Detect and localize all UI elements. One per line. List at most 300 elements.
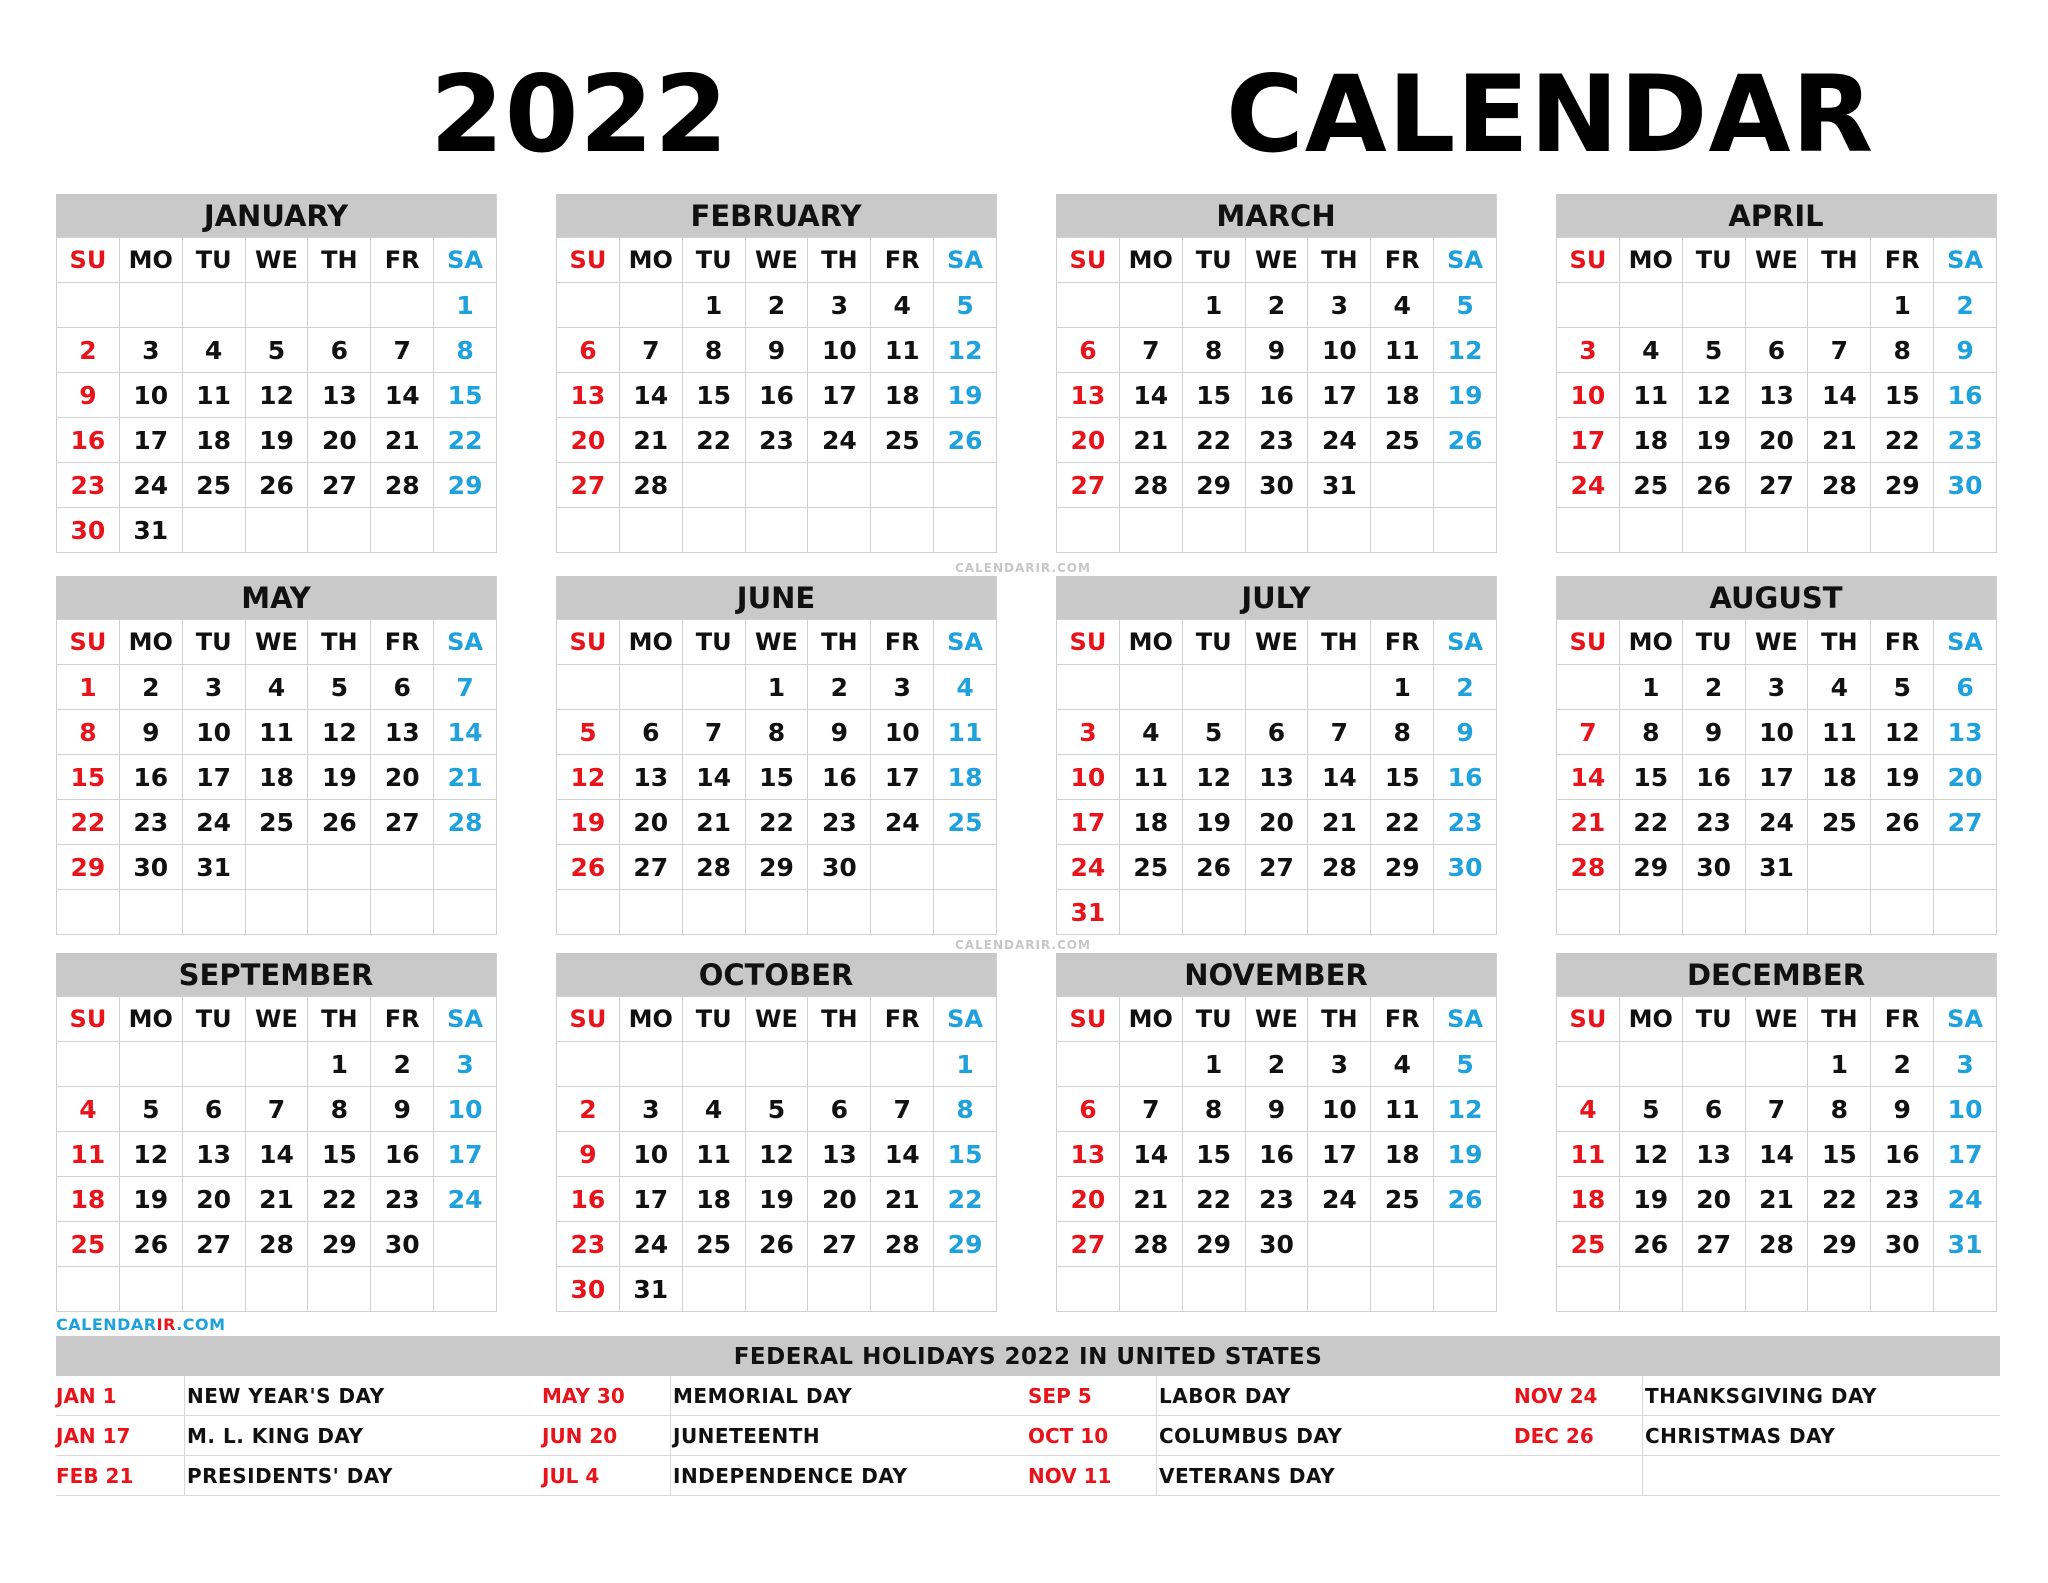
empty-cell: [1119, 664, 1182, 709]
empty-cell: [1370, 889, 1433, 934]
day-cell: 20: [370, 754, 433, 799]
weekday-header: SA: [433, 619, 496, 664]
day-cell: 7: [1745, 1086, 1808, 1131]
day-cell: 22: [56, 799, 119, 844]
day-cell: 7: [1119, 327, 1182, 372]
day-cell: 25: [682, 1221, 745, 1266]
day-cell: 1: [307, 1041, 370, 1086]
day-cell: 16: [1870, 1131, 1933, 1176]
day-cell: 30: [1682, 844, 1745, 889]
empty-cell: [1807, 844, 1870, 889]
holiday-date: JAN 1: [56, 1376, 185, 1415]
day-cell: 25: [1619, 462, 1682, 507]
weekday-header: MO: [619, 619, 682, 664]
day-cell: 6: [1933, 664, 1996, 709]
day-cell: 29: [1807, 1221, 1870, 1266]
day-cell: 28: [1807, 462, 1870, 507]
weekday-header: WE: [1245, 619, 1308, 664]
day-cell: 13: [370, 709, 433, 754]
day-cell: 24: [1745, 799, 1808, 844]
weekday-header: TU: [1682, 619, 1745, 664]
holiday-column: [1028, 1376, 1514, 1496]
empty-cell: [1119, 1041, 1182, 1086]
holiday-name: INDEPENDENCE DAY: [673, 1463, 908, 1488]
day-cell: 15: [433, 372, 496, 417]
empty-cell: [870, 1041, 933, 1086]
day-cell: 27: [1245, 844, 1308, 889]
day-cell: 22: [1370, 799, 1433, 844]
day-cell: 28: [1307, 844, 1370, 889]
empty-cell: [745, 507, 808, 552]
month-may: [56, 576, 497, 935]
day-cell: 15: [1182, 372, 1245, 417]
weekday-header: TH: [1307, 996, 1370, 1041]
day-cell: 17: [619, 1176, 682, 1221]
empty-cell: [1745, 1041, 1808, 1086]
holiday-row: [56, 1416, 542, 1456]
month-grid: [1556, 996, 1996, 1311]
day-cell: 11: [1119, 754, 1182, 799]
day-cell: 28: [433, 799, 496, 844]
day-cell: 28: [1119, 462, 1182, 507]
day-cell: 14: [245, 1131, 308, 1176]
empty-cell: [556, 507, 619, 552]
day-cell: 11: [870, 327, 933, 372]
weekday-header: TH: [807, 619, 870, 664]
day-cell: 31: [119, 507, 182, 552]
day-cell: 16: [807, 754, 870, 799]
day-cell: 1: [745, 664, 808, 709]
day-cell: 9: [119, 709, 182, 754]
day-cell: 30: [556, 1266, 619, 1311]
holiday-column: [56, 1376, 542, 1496]
day-cell: 12: [1870, 709, 1933, 754]
day-cell: 2: [1245, 282, 1308, 327]
empty-cell: [56, 1041, 119, 1086]
day-cell: 23: [56, 462, 119, 507]
empty-cell: [370, 507, 433, 552]
empty-cell: [1245, 507, 1308, 552]
weekday-header: FR: [1370, 996, 1433, 1041]
day-cell: 14: [1807, 372, 1870, 417]
weekday-header: WE: [245, 619, 308, 664]
empty-cell: [1245, 1266, 1308, 1311]
day-cell: 1: [1370, 664, 1433, 709]
day-cell: 8: [433, 327, 496, 372]
holiday-name: MEMORIAL DAY: [673, 1383, 853, 1408]
empty-cell: [933, 1266, 996, 1311]
day-cell: 8: [933, 1086, 996, 1131]
empty-cell: [1307, 1266, 1370, 1311]
day-cell: 10: [1307, 327, 1370, 372]
day-cell: 5: [307, 664, 370, 709]
empty-cell: [307, 282, 370, 327]
calendar-word-title: CALENDAR: [1226, 53, 1875, 176]
day-cell: 20: [807, 1176, 870, 1221]
day-cell: 1: [433, 282, 496, 327]
day-cell: 16: [556, 1176, 619, 1221]
month-january: [56, 194, 497, 553]
day-cell: 6: [1245, 709, 1308, 754]
weekday-header: WE: [1745, 996, 1808, 1041]
day-cell: 17: [1933, 1131, 1996, 1176]
holiday-name: VETERANS DAY: [1159, 1463, 1336, 1488]
day-cell: 10: [1056, 754, 1119, 799]
empty-cell: [1307, 889, 1370, 934]
holiday-row: [56, 1376, 542, 1416]
day-cell: 2: [807, 664, 870, 709]
holiday-name: LABOR DAY: [1159, 1383, 1291, 1408]
day-cell: 24: [1307, 1176, 1370, 1221]
day-cell: 23: [745, 417, 808, 462]
calendar-year-title: 2022: [430, 53, 730, 176]
day-cell: 2: [1245, 1041, 1308, 1086]
day-cell: 17: [1056, 799, 1119, 844]
day-cell: 31: [619, 1266, 682, 1311]
empty-cell: [1745, 282, 1808, 327]
day-cell: 23: [1870, 1176, 1933, 1221]
day-cell: 7: [1556, 709, 1619, 754]
empty-cell: [1933, 1266, 1996, 1311]
weekday-header: SA: [1933, 237, 1996, 282]
day-cell: 25: [245, 799, 308, 844]
day-cell: 12: [1433, 327, 1496, 372]
day-cell: 27: [307, 462, 370, 507]
day-cell: 19: [119, 1176, 182, 1221]
weekday-header: TU: [682, 237, 745, 282]
month-october: [556, 953, 997, 1312]
day-cell: 20: [307, 417, 370, 462]
empty-cell: [245, 1266, 308, 1311]
day-cell: 12: [1619, 1131, 1682, 1176]
month-grid: [556, 237, 996, 552]
day-cell: 12: [119, 1131, 182, 1176]
day-cell: 13: [807, 1131, 870, 1176]
holiday-date: JUN 20: [542, 1416, 671, 1455]
day-cell: 6: [182, 1086, 245, 1131]
empty-cell: [1433, 462, 1496, 507]
day-cell: 19: [745, 1176, 808, 1221]
day-cell: 3: [807, 282, 870, 327]
holiday-name: CHRISTMAS DAY: [1645, 1423, 1836, 1448]
day-cell: 31: [1745, 844, 1808, 889]
empty-cell: [807, 507, 870, 552]
day-cell: 6: [619, 709, 682, 754]
month-grid: [1056, 619, 1496, 934]
day-cell: 5: [245, 327, 308, 372]
empty-cell: [870, 889, 933, 934]
weekday-header: MO: [1119, 996, 1182, 1041]
holiday-date: MAY 30: [542, 1376, 671, 1415]
day-cell: 13: [1056, 372, 1119, 417]
holidays-body: [56, 1376, 2000, 1496]
weekday-header: TU: [1182, 996, 1245, 1041]
day-cell: 30: [1245, 462, 1308, 507]
day-cell: 8: [56, 709, 119, 754]
day-cell: 2: [1433, 664, 1496, 709]
day-cell: 19: [556, 799, 619, 844]
weekday-header: SA: [1933, 619, 1996, 664]
empty-cell: [119, 1266, 182, 1311]
month-name: APRIL: [1556, 194, 1996, 237]
empty-cell: [1933, 507, 1996, 552]
day-cell: 11: [182, 372, 245, 417]
day-cell: 22: [745, 799, 808, 844]
empty-cell: [1745, 507, 1808, 552]
empty-cell: [1745, 1266, 1808, 1311]
weekday-header: FR: [1870, 619, 1933, 664]
day-cell: 23: [370, 1176, 433, 1221]
day-cell: 4: [1556, 1086, 1619, 1131]
day-cell: 3: [1307, 282, 1370, 327]
day-cell: 27: [1682, 1221, 1745, 1266]
empty-cell: [1682, 1266, 1745, 1311]
month-grid: [56, 619, 496, 934]
day-cell: 7: [619, 327, 682, 372]
day-cell: 17: [1745, 754, 1808, 799]
weekday-header: SA: [933, 237, 996, 282]
day-cell: 3: [182, 664, 245, 709]
day-cell: 29: [745, 844, 808, 889]
weekday-header: TH: [1807, 237, 1870, 282]
holiday-row: [1028, 1376, 1514, 1416]
day-cell: 5: [1682, 327, 1745, 372]
day-cell: 10: [433, 1086, 496, 1131]
day-cell: 4: [1807, 664, 1870, 709]
empty-cell: [433, 1221, 496, 1266]
weekday-header: TU: [1682, 237, 1745, 282]
weekday-header: MO: [119, 619, 182, 664]
weekday-header: WE: [245, 996, 308, 1041]
weekday-header: TU: [182, 619, 245, 664]
day-cell: 20: [182, 1176, 245, 1221]
day-cell: 1: [56, 664, 119, 709]
day-cell: 29: [307, 1221, 370, 1266]
day-cell: 4: [870, 282, 933, 327]
day-cell: 17: [433, 1131, 496, 1176]
holidays-table: [56, 1336, 2000, 1496]
month-name: AUGUST: [1556, 576, 1996, 619]
day-cell: 15: [745, 754, 808, 799]
day-cell: 21: [1556, 799, 1619, 844]
empty-cell: [1870, 507, 1933, 552]
weekday-header: FR: [1370, 619, 1433, 664]
day-cell: 7: [245, 1086, 308, 1131]
day-cell: 22: [1807, 1176, 1870, 1221]
weekday-header: TU: [1682, 996, 1745, 1041]
day-cell: 22: [307, 1176, 370, 1221]
day-cell: 2: [1682, 664, 1745, 709]
day-cell: 1: [1870, 282, 1933, 327]
month-name: OCTOBER: [556, 953, 996, 996]
day-cell: 30: [1933, 462, 1996, 507]
weekday-header: SU: [56, 996, 119, 1041]
day-cell: 31: [1933, 1221, 1996, 1266]
day-cell: 9: [745, 327, 808, 372]
empty-cell: [1619, 507, 1682, 552]
day-cell: 24: [1933, 1176, 1996, 1221]
empty-cell: [870, 507, 933, 552]
day-cell: 30: [1245, 1221, 1308, 1266]
day-cell: 27: [1056, 1221, 1119, 1266]
day-cell: 25: [1119, 844, 1182, 889]
empty-cell: [1245, 664, 1308, 709]
day-cell: 12: [745, 1131, 808, 1176]
day-cell: 16: [1682, 754, 1745, 799]
day-cell: 5: [1433, 282, 1496, 327]
day-cell: 13: [556, 372, 619, 417]
empty-cell: [1056, 1041, 1119, 1086]
weekday-header: SU: [1056, 237, 1119, 282]
day-cell: 11: [1370, 327, 1433, 372]
empty-cell: [682, 664, 745, 709]
day-cell: 22: [682, 417, 745, 462]
weekday-header: FR: [370, 996, 433, 1041]
weekday-header: TU: [1182, 237, 1245, 282]
empty-cell: [1682, 889, 1745, 934]
day-cell: 28: [1745, 1221, 1808, 1266]
day-cell: 21: [370, 417, 433, 462]
day-cell: 29: [1370, 844, 1433, 889]
holiday-name: THANKSGIVING DAY: [1645, 1383, 1878, 1408]
day-cell: 14: [1119, 1131, 1182, 1176]
weekday-header: TU: [682, 619, 745, 664]
empty-cell: [745, 889, 808, 934]
day-cell: 15: [1870, 372, 1933, 417]
day-cell: 10: [182, 709, 245, 754]
empty-cell: [1119, 889, 1182, 934]
empty-cell: [1307, 507, 1370, 552]
day-cell: 23: [1682, 799, 1745, 844]
empty-cell: [745, 1266, 808, 1311]
day-cell: 13: [619, 754, 682, 799]
day-cell: 5: [1182, 709, 1245, 754]
holiday-date: [1514, 1456, 1643, 1495]
day-cell: 4: [56, 1086, 119, 1131]
day-cell: 7: [1119, 1086, 1182, 1131]
empty-cell: [682, 507, 745, 552]
day-cell: 10: [870, 709, 933, 754]
empty-cell: [1870, 1266, 1933, 1311]
day-cell: 8: [745, 709, 808, 754]
day-cell: 10: [1307, 1086, 1370, 1131]
month-name: NOVEMBER: [1056, 953, 1496, 996]
day-cell: 22: [1619, 799, 1682, 844]
day-cell: 13: [1745, 372, 1808, 417]
holiday-row: [1028, 1416, 1514, 1456]
weekday-header: WE: [745, 237, 808, 282]
day-cell: 12: [307, 709, 370, 754]
day-cell: 9: [1870, 1086, 1933, 1131]
weekday-header: MO: [1619, 237, 1682, 282]
day-cell: 11: [1370, 1086, 1433, 1131]
empty-cell: [245, 844, 308, 889]
holiday-row: [56, 1456, 542, 1496]
empty-cell: [182, 1041, 245, 1086]
day-cell: 2: [119, 664, 182, 709]
empty-cell: [807, 1041, 870, 1086]
day-cell: 21: [433, 754, 496, 799]
month-name: DECEMBER: [1556, 953, 1996, 996]
day-cell: 16: [1433, 754, 1496, 799]
holiday-date: JUL 4: [542, 1456, 671, 1495]
empty-cell: [933, 462, 996, 507]
holiday-row: [1514, 1456, 2000, 1496]
empty-cell: [1619, 1266, 1682, 1311]
day-cell: 9: [1433, 709, 1496, 754]
empty-cell: [1933, 889, 1996, 934]
month-name: JUNE: [556, 576, 996, 619]
day-cell: 22: [933, 1176, 996, 1221]
day-cell: 19: [1433, 372, 1496, 417]
empty-cell: [1119, 1266, 1182, 1311]
month-april: [1556, 194, 1997, 553]
day-cell: 20: [1933, 754, 1996, 799]
weekday-header: WE: [1745, 237, 1808, 282]
day-cell: 6: [1056, 1086, 1119, 1131]
empty-cell: [1556, 282, 1619, 327]
day-cell: 13: [1933, 709, 1996, 754]
weekday-header: TU: [1182, 619, 1245, 664]
day-cell: 3: [1745, 664, 1808, 709]
weekday-header: SU: [556, 619, 619, 664]
weekday-header: MO: [1619, 619, 1682, 664]
empty-cell: [1056, 1266, 1119, 1311]
empty-cell: [870, 1266, 933, 1311]
day-cell: 3: [1556, 327, 1619, 372]
day-cell: 16: [119, 754, 182, 799]
weekday-header: TH: [1807, 619, 1870, 664]
holiday-column: [1514, 1376, 2000, 1496]
day-cell: 8: [307, 1086, 370, 1131]
month-september: [56, 953, 497, 1312]
day-cell: 18: [1556, 1176, 1619, 1221]
weekday-header: SU: [556, 996, 619, 1041]
day-cell: 4: [933, 664, 996, 709]
weekday-header: SU: [1056, 996, 1119, 1041]
empty-cell: [1433, 1221, 1496, 1266]
day-cell: 14: [870, 1131, 933, 1176]
day-cell: 20: [1245, 799, 1308, 844]
day-cell: 14: [619, 372, 682, 417]
day-cell: 16: [1933, 372, 1996, 417]
day-cell: 21: [1307, 799, 1370, 844]
month-name: MARCH: [1056, 194, 1496, 237]
day-cell: 1: [1182, 1041, 1245, 1086]
day-cell: 9: [370, 1086, 433, 1131]
empty-cell: [1682, 507, 1745, 552]
empty-cell: [1682, 282, 1745, 327]
weekday-header: TH: [807, 996, 870, 1041]
weekday-header: TU: [682, 996, 745, 1041]
day-cell: 19: [307, 754, 370, 799]
weekday-header: MO: [619, 996, 682, 1041]
day-cell: 20: [1056, 1176, 1119, 1221]
day-cell: 17: [1307, 372, 1370, 417]
weekday-header: TU: [182, 996, 245, 1041]
empty-cell: [1370, 507, 1433, 552]
holiday-row: [1514, 1416, 2000, 1456]
empty-cell: [682, 462, 745, 507]
day-cell: 27: [807, 1221, 870, 1266]
empty-cell: [745, 1041, 808, 1086]
empty-cell: [1745, 889, 1808, 934]
holiday-date: FEB 21: [56, 1456, 185, 1495]
weekday-header: SU: [56, 237, 119, 282]
empty-cell: [1370, 1221, 1433, 1266]
day-cell: 22: [1182, 1176, 1245, 1221]
day-cell: 18: [1370, 372, 1433, 417]
